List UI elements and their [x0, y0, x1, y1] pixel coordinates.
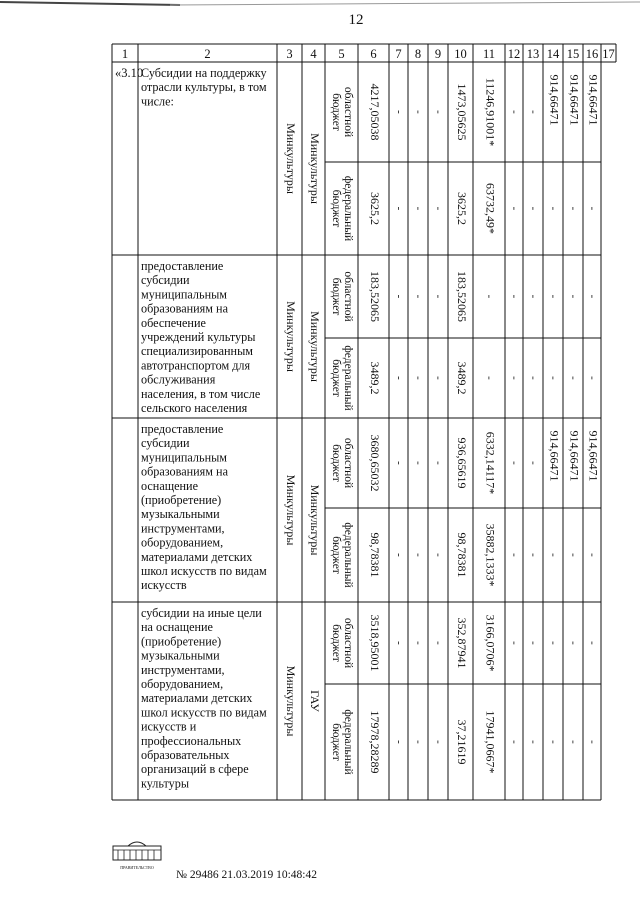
empty-value-dash: - — [527, 376, 540, 380]
row-name-line: музыкальными — [141, 507, 220, 522]
row-name-line: сельского населения — [141, 401, 248, 415]
empty-value-dash: - — [412, 206, 425, 211]
empty-value-dash: - — [527, 740, 540, 744]
empty-value-dash: - — [586, 206, 599, 211]
row-name-line: отрасли культуры, в том — [141, 80, 267, 95]
table-header-row — [122, 47, 615, 61]
empty-value-dash: - — [547, 553, 560, 557]
empty-value-dash: - — [567, 294, 580, 299]
header-cell: 7 — [395, 47, 402, 61]
header-cell: 8 — [414, 47, 422, 61]
amount-value: 4217,05038 — [367, 83, 382, 141]
empty-value-dash: - — [527, 641, 540, 645]
empty-value-dash: - — [392, 376, 405, 380]
empty-value-dash: - — [508, 376, 521, 380]
empty-value-dash: - — [527, 206, 540, 211]
amount-value: 914,66471 — [567, 430, 582, 482]
empty-value-dash: - — [586, 376, 599, 380]
empty-value-dash: - — [412, 461, 425, 465]
empty-value-dash: - — [432, 641, 445, 645]
budget-type-label: федеральный — [341, 522, 354, 588]
budget-type-label: областной — [341, 271, 354, 322]
row-name-line: Субсидии на поддержку — [141, 66, 267, 80]
header-cell: 6 — [370, 47, 377, 61]
empty-value-dash: - — [432, 110, 445, 114]
budget-type-label: областной — [341, 86, 354, 138]
row-name-line: субсидии — [141, 436, 190, 451]
amount-value: 3489,2 — [454, 361, 469, 395]
empty-value-dash: - — [508, 206, 521, 211]
header-cell: 2 — [204, 47, 211, 61]
empty-value-dash: - — [483, 376, 496, 380]
header-cell: 13 — [526, 47, 540, 61]
empty-value-dash: - — [567, 553, 580, 557]
empty-value-dash: - — [567, 740, 580, 744]
empty-value-dash: - — [432, 376, 445, 380]
row-name-line: музыкальными — [141, 648, 220, 663]
empty-value-dash: - — [432, 294, 445, 299]
budget-type-label: федеральный — [341, 175, 354, 242]
row-name-line: культуры — [141, 776, 190, 791]
empty-value-dash: - — [483, 294, 496, 299]
header-cell: 15 — [566, 47, 580, 61]
row-name-line: на оснащение — [141, 620, 213, 635]
row-name-line: профессиональных — [141, 733, 242, 748]
row-name-line: предоставление — [141, 422, 224, 436]
row-name-line: населения, в том числе — [141, 386, 261, 401]
empty-value-dash: - — [508, 740, 521, 744]
row-name-line: оборудованием, — [141, 677, 224, 691]
amount-value: 352,87941 — [454, 617, 469, 669]
row-name-line: муниципальным — [141, 287, 227, 302]
header-cell: 1 — [121, 47, 129, 61]
empty-value-dash: - — [527, 461, 540, 465]
empty-value-dash: - — [547, 206, 560, 211]
amount-value: 3625,2 — [367, 192, 382, 225]
row-name-line: материалами детских — [141, 549, 253, 564]
header-cell: 14 — [546, 47, 560, 61]
responsible-executor: Минкультуры — [283, 301, 298, 372]
row-name-line: (приобретение) — [141, 493, 222, 507]
empty-value-dash: - — [392, 740, 405, 744]
logo-caption: ПРАВИТЕЛЬСТВО — [120, 865, 154, 870]
responsible-executor: Минкультуры — [283, 474, 298, 546]
row-name-line: оснащение — [141, 478, 198, 493]
budget-type-label: бюджет — [329, 189, 342, 228]
budget-type-label: бюджет — [329, 536, 342, 574]
header-cell: 11 — [482, 47, 496, 61]
empty-value-dash: - — [527, 553, 540, 557]
registration-stamp: № 29486 21.03.2019 10:48:42 — [176, 869, 317, 881]
empty-value-dash: - — [567, 641, 580, 645]
empty-value-dash: - — [586, 641, 599, 645]
empty-value-dash: - — [527, 294, 540, 299]
amount-value: 3625,2 — [454, 192, 469, 225]
row-name-line: числе: — [141, 94, 174, 109]
row-name-line: образовательных — [141, 748, 230, 762]
empty-value-dash: - — [547, 641, 560, 645]
empty-value-dash: - — [412, 376, 425, 380]
row-name-line: автотранспортом для — [141, 358, 251, 373]
budget-type-label: бюджет — [329, 723, 342, 761]
row-name-line: искусств — [141, 578, 187, 593]
budget-type-label: областной — [341, 617, 354, 669]
amount-value: 183,52065 — [367, 271, 382, 322]
header-cell: 10 — [454, 47, 467, 61]
empty-value-dash: - — [586, 740, 599, 744]
amount-value: 6332,14117* — [483, 431, 498, 495]
co-executor: Минкультуры — [307, 311, 322, 382]
amount-value: 914,66471 — [567, 74, 582, 126]
amount-value: 936,65619 — [454, 437, 469, 489]
responsible-executor: Минкультуры — [283, 665, 298, 737]
co-executor: ГАУ — [307, 690, 322, 712]
scan-edge — [170, 2, 640, 5]
header-cell: 9 — [434, 47, 442, 61]
row-name-line: искусств и — [141, 719, 197, 734]
empty-value-dash: - — [392, 110, 405, 114]
budget-type-label: бюджет — [329, 277, 342, 316]
row-name-line: оборудованием, — [141, 535, 224, 550]
row-name-line: субсидии — [141, 273, 190, 288]
amount-value: 37,21619 — [454, 719, 469, 765]
row-name-line: (приобретение) — [141, 634, 222, 649]
empty-value-dash: - — [586, 294, 599, 299]
row-name-line: материалами детских — [141, 691, 253, 706]
scan-edge — [0, 2, 180, 5]
budget-type-label: бюджет — [329, 444, 342, 482]
budget-type-label: бюджет — [329, 93, 342, 131]
row-name-line: муниципальным — [141, 450, 227, 465]
header-cell: 16 — [585, 47, 599, 61]
responsible-executor: Минкультуры — [283, 123, 298, 194]
empty-value-dash: - — [567, 376, 580, 380]
empty-value-dash: - — [508, 553, 521, 557]
page-number: 12 — [348, 12, 364, 28]
empty-value-dash: - — [432, 206, 445, 211]
budget-type-label: бюджет — [329, 624, 342, 662]
row-name-line: обслуживания — [141, 372, 216, 387]
amount-value: 183,52065 — [454, 271, 469, 322]
row-number: «3.10 — [115, 66, 144, 80]
empty-value-dash: - — [412, 641, 425, 645]
row-name-line: специализированным — [141, 344, 253, 359]
empty-value-dash: - — [432, 740, 445, 744]
header-cell: 4 — [310, 47, 317, 61]
co-executor: Минкультуры — [307, 484, 322, 556]
row-name-line: организаций в сфере — [141, 762, 249, 777]
row-name-line: образованиям на — [141, 464, 228, 479]
empty-value-dash: - — [547, 294, 560, 299]
amount-value: 11246,91001* — [483, 77, 498, 147]
row-name-line: школ искусств по видам — [141, 564, 267, 578]
row-name-line: учреждений культуры — [141, 330, 256, 344]
empty-value-dash: - — [508, 641, 521, 645]
amount-value: 914,66471 — [547, 430, 562, 482]
empty-value-dash: - — [392, 294, 405, 299]
amount-value: 17978,28289 — [367, 710, 382, 774]
empty-value-dash: - — [392, 206, 405, 211]
co-executor: Минкультуры — [307, 133, 322, 204]
header-cell: 3 — [286, 47, 293, 61]
row-name-line: инструментами, — [141, 521, 225, 536]
government-logo — [113, 842, 161, 870]
amount-value: 98,78381 — [367, 532, 382, 578]
amount-value: 3166,0706* — [483, 614, 498, 672]
row-name-line: инструментами, — [141, 662, 225, 677]
row-name-line: обеспечение — [141, 315, 206, 330]
empty-value-dash: - — [392, 641, 405, 645]
empty-value-dash: - — [432, 553, 445, 557]
amount-value: 35882,1333* — [483, 523, 498, 587]
budget-type-label: федеральный — [341, 345, 354, 411]
amount-value: 3489,2 — [367, 361, 382, 395]
empty-value-dash: - — [547, 740, 560, 744]
empty-value-dash: - — [412, 740, 425, 744]
amount-value: 98,78381 — [454, 532, 469, 578]
empty-value-dash: - — [412, 110, 425, 114]
amount-value: 63732,49* — [483, 183, 498, 234]
amount-value: 1473,05625 — [454, 83, 469, 141]
empty-value-dash: - — [586, 553, 599, 557]
row-name-line: школ искусств по видам — [141, 705, 267, 720]
row-name-line: образованиям на — [141, 301, 228, 316]
row-name-line: предоставление — [141, 259, 224, 273]
amount-value: 3518,95001 — [367, 614, 382, 672]
empty-value-dash: - — [412, 294, 425, 299]
empty-value-dash: - — [567, 206, 580, 211]
empty-value-dash: - — [392, 461, 405, 465]
empty-value-dash: - — [412, 553, 425, 557]
budget-type-label: федеральный — [341, 709, 354, 775]
empty-value-dash: - — [508, 294, 521, 299]
amount-value: 914,66471 — [547, 74, 562, 126]
empty-value-dash: - — [527, 110, 540, 114]
empty-value-dash: - — [392, 553, 405, 557]
header-cell: 17 — [602, 47, 615, 61]
header-cell: 12 — [507, 47, 521, 61]
empty-value-dash: - — [432, 461, 445, 465]
amount-value: 17941,0667* — [483, 710, 498, 774]
row-name-line: субсидии на иные цели — [141, 606, 262, 620]
empty-value-dash: - — [508, 461, 521, 465]
amount-value: 3680,65032 — [367, 434, 382, 492]
empty-value-dash: - — [508, 110, 521, 114]
amount-value: 914,66471 — [586, 74, 601, 126]
header-cell: 5 — [338, 47, 345, 61]
budget-type-label: бюджет — [329, 359, 342, 397]
empty-value-dash: - — [547, 376, 560, 380]
budget-type-label: областной — [341, 437, 354, 489]
amount-value: 914,66471 — [586, 430, 601, 482]
